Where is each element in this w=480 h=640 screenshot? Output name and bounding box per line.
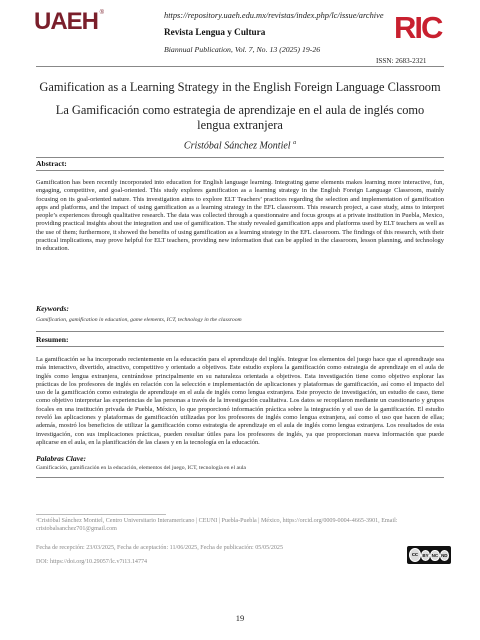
journal-name: Revista Lengua y Cultura <box>164 27 266 37</box>
issn: ISSN: 2683-2321 <box>376 57 427 65</box>
abstract-text: Gamification has been recently incorporated into education for English language learning. Integrating game elements makes learning more interactive, fun, engaging, competitive, and goal-oriented. This study explores gamification as a learning strategy in the English Foreign Language Classroom, mainly focusing on its goal-oriented nature. This investigation aims to explore ELT Teachers’ practices regarding the selection and implementation of gamification apps and platforms, and the impact of using gamification as a learning strategy in the EFL classroom. This research project, a case study, aims to interpret people’s experiences through qualitative research. The data was collected through a questionnaire and focus groups at a private institution in Puebla, Mexico, providing practical insights about the integration and use of gamification. The study revealed gamification apps and platforms used by ELT teachers as well as the use of them; furthermore, it showed the benefits of using gamification as a learning strategy in the EFL classroom. The findings of this research, with their practical implications, may prove helpful for ELT teachers, providing new information that can be applied in the classroom, lesson planning, and technology in education. <box>36 179 444 253</box>
attribution-icon: BY <box>421 550 430 561</box>
noderivatives-icon: ND <box>440 550 449 561</box>
author-mark: a <box>293 140 297 146</box>
abstract-label: Abstract: <box>36 159 67 168</box>
author-line <box>20 140 460 151</box>
doi-link[interactable]: DOI: https://doi.org/10.29057/lc.v7i13.14774 <box>36 559 148 565</box>
creative-commons-license-icon[interactable] <box>407 546 451 564</box>
title-english: Gamification as a Learning Strategy in the English Foreign Language Classroom <box>39 80 441 94</box>
palabras-clave-divider <box>36 477 444 478</box>
publication-info: Biannual Publication, Vol. 7, No. 13 (2025) 19-26 <box>164 45 321 54</box>
title-spanish: La Gamificación como estrategia de aprendizaje en el aula de inglés como lengua extranjera <box>55 103 425 132</box>
registered-mark: ® <box>99 10 104 16</box>
header-divider <box>36 66 444 67</box>
author-affiliation: ᵃCristóbal Sánchez Montiel, Centro Universitario Interamericano | CEUNI | Puebla-Puebla | México, https://orcid.org/0009-0004-4665-3901, Email: cristobalsanchez701@gmail.com <box>36 518 398 533</box>
palabras-clave-text: Gamificación, gamificación en la educación, elementos del juego, ICT, tecnología en el aula <box>36 465 246 471</box>
abstract-label-divider <box>36 170 444 171</box>
cc-icon: cc <box>409 548 421 562</box>
article-dates: Fecha de recepción: 23/03/2025, Fecha de aceptación: 11/06/2025, Fecha de publicación: 05/05/2025 <box>36 545 284 551</box>
keywords-divider <box>36 331 444 332</box>
page-number: 19 <box>235 613 245 623</box>
keywords-label: Keywords: <box>36 304 69 313</box>
uaeh-logo: UAEH ® <box>34 8 104 35</box>
journal-url[interactable]: https://repository.uaeh.edu.mx/revistas/index.php/lc/issue/archive <box>164 11 384 20</box>
footnote-divider <box>36 514 166 515</box>
keywords-text: Gamification, gamification in education, game elements, ICT, technology in the classroom <box>36 317 242 323</box>
noncommercial-icon: NC <box>430 550 439 561</box>
palabras-clave-label: Palabras Clave: <box>36 454 86 463</box>
resumen-label: Resumen: <box>36 335 69 344</box>
author-name: Cristóbal Sánchez Montiel <box>183 140 291 152</box>
abstract-top-divider <box>36 157 444 158</box>
resumen-text: La gamificación se ha incorporado recientemente en la educación para el aprendizaje del inglés. Integrar los elementos del juego hace que el aprendizaje sea más interactivo, divertido, atractivo, competitivo y orientado a objetivos. Este estudio explora la gamificación como estrategia de aprendizaje en el aula de inglés como lengua extranjera, centrándose principalmente en su naturaleza orientada a objetivos. Esta investigación tiene como objetivo explorar las prácticas de los profesores de inglés en relación con la selección e implementación de aplicaciones y plataformas de gamificación, así como el impacto del uso de la gamificación como estrategia de aprendizaje en el aula de inglés como lengua extranjera. Este proyecto de investigación, un estudio de caso, tiene como objetivo interpretar las experiencias de las personas a través de la investigación cualitativa. Los datos se recopilaron mediante un cuestionario y grupos focales en una institución privada de Puebla, México, lo que proporcionó información práctica sobre la integración y el uso de la gamificación. El estudio reveló las aplicaciones y plataformas de gamificación utilizadas por los profesores de inglés como lengua extranjera, así como el uso que hacen de ellas; además, mostró los beneficios de utilizar la gamificación como estrategia de aprendizaje en el aula de inglés como lengua extranjera. Los resultados de esta investigación, con sus implicaciones prácticas, pueden resultar útiles para los profesores de inglés, ya que proporcionan nueva información que puede aplicarse en el aula, en la planificación de las clases y en la tecnología en la educación. <box>36 356 444 446</box>
ric-logo: RIC <box>394 10 442 45</box>
resumen-label-divider <box>36 346 444 347</box>
